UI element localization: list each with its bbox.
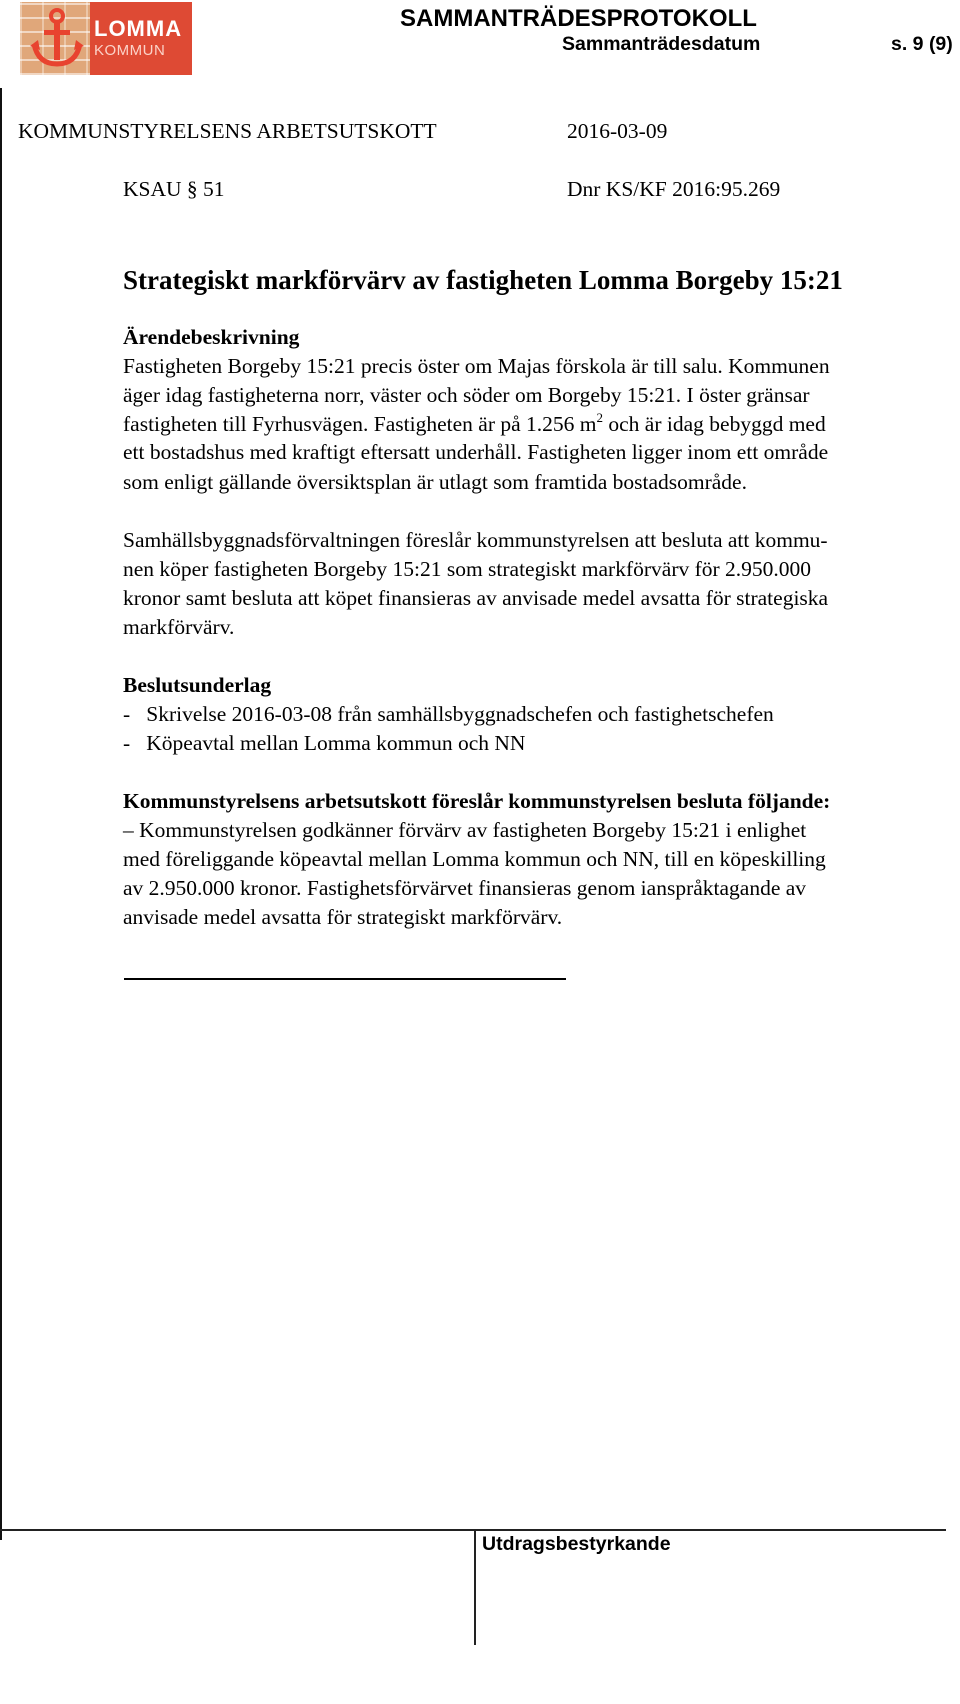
anchor-icon [28, 6, 86, 70]
superscript-2: 2 [596, 410, 604, 425]
proposal-line: markförvärv. [123, 615, 235, 639]
basis-item: - Köpeavtal mellan Lomma kommun och NN [123, 731, 526, 755]
protocol-title: SAMMANTRÄDESPROTOKOLL [400, 5, 757, 32]
logo-text-lomma: LOMMA [94, 16, 183, 41]
proposal-line: nen köper fastigheten Borgeby 15:21 som strategiskt markförvärv för 2.950.000 [123, 557, 812, 581]
description-line: ett bostadshus med kraftigt eftersatt underhåll. Fastigheten ligger inom ett område [123, 440, 829, 464]
paragraph-number: KSAU § 51 [123, 177, 225, 201]
description-heading: Ärendebeskrivning [123, 325, 300, 349]
meeting-date-label: Sammanträdesdatum [562, 33, 761, 55]
proposal-line: kronor samt besluta att köpet finansieras av anvisade medel avsatta för strategiska [123, 586, 829, 610]
lomma-kommun-logo [20, 2, 192, 75]
extract-certification-label: Utdragsbestyrkande [482, 1533, 671, 1555]
basis-heading: Beslutsunderlag [123, 673, 272, 697]
logo-text-kommun: KOMMUN [94, 42, 166, 59]
left-margin-line [0, 88, 2, 1540]
committee-name: KOMMUNSTYRELSENS ARBETSUTSKOTT [18, 119, 437, 143]
description-line [123, 410, 826, 436]
proposal-line: Samhällsbyggnadsförvaltningen föreslår kommunstyrelsen att besluta att kommu- [123, 528, 828, 552]
decision-line: anvisade medel avsatta för strategiskt markförvärv. [123, 905, 563, 929]
meeting-date: 2016-03-09 [567, 119, 668, 143]
description-line: äger idag fastigheterna norr, väster och söder om Borgeby 15:21. I öster gränsar [123, 383, 810, 407]
footer-divider [0, 1529, 946, 1531]
description-line: Fastigheten Borgeby 15:21 precis öster om Majas förskola är till salu. Kommunen [123, 354, 830, 378]
decision-line: av 2.950.000 kronor. Fastighetsförvärvet finansieras genom ianspråktagande av [123, 876, 807, 900]
page-number: s. 9 (9) [891, 33, 953, 55]
description-line: som enligt gällande översiktsplan är utlagt som framtida bostadsområde. [123, 470, 747, 494]
footer-vertical-divider [474, 1529, 476, 1645]
decision-line: med föreliggande köpeavtal mellan Lomma kommun och NN, till en köpeskilling [123, 847, 826, 871]
basis-item: - Skrivelse 2016-03-08 från samhällsbyggnadschefen och fastighetschefen [123, 702, 774, 726]
document-title: Strategiskt markförvärv av fastigheten Lomma Borgeby 15:21 [123, 265, 843, 295]
case-number: Dnr KS/KF 2016:95.269 [567, 177, 781, 201]
decision-heading: Kommunstyrelsens arbetsutskott föreslår kommunstyrelsen besluta följande: [123, 789, 831, 813]
decision-line: – Kommunstyrelsen godkänner förvärv av fastigheten Borgeby 15:21 i enlighet [123, 818, 807, 842]
description-line-text: fastigheten till Fyrhusvägen. Fastigheten är på 1.256 m [123, 412, 597, 436]
description-line-text: och är idag bebyggd med [603, 412, 826, 436]
signature-line [124, 978, 566, 980]
